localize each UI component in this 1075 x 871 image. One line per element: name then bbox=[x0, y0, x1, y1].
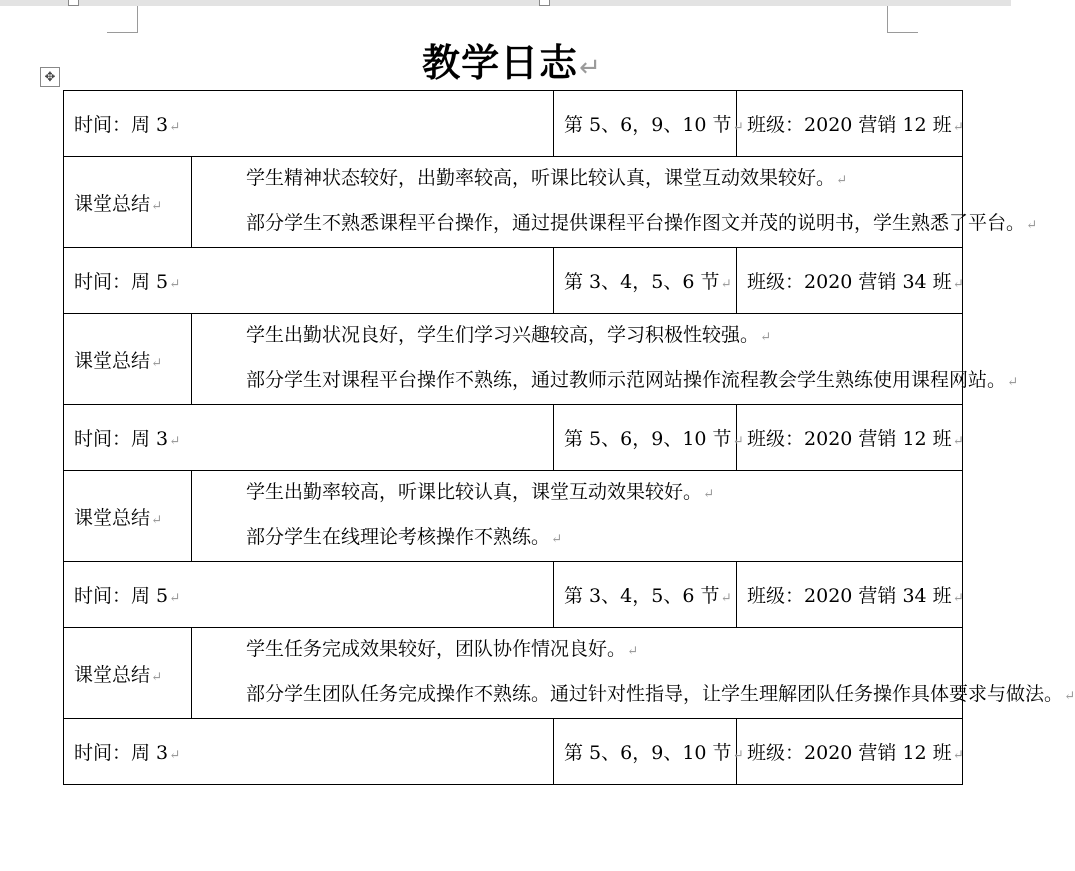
time-cell[interactable] bbox=[64, 562, 554, 628]
paragraph-mark-icon: ↵ bbox=[627, 644, 639, 659]
periods-cell[interactable] bbox=[554, 719, 744, 785]
summary-label: 课堂总结 bbox=[74, 349, 151, 372]
paragraph-mark-icon: ↵ bbox=[703, 487, 715, 502]
time-cell[interactable] bbox=[64, 91, 554, 157]
summary-cell[interactable] bbox=[192, 471, 963, 562]
summary-row bbox=[64, 471, 963, 562]
info-row bbox=[64, 719, 963, 785]
summary-paragraph bbox=[202, 359, 1019, 404]
paragraph-mark-icon: ↵ bbox=[732, 120, 744, 135]
class-cell[interactable] bbox=[737, 719, 963, 785]
indent-marker-icon[interactable] bbox=[68, 0, 79, 6]
paragraph-mark-icon: ↵ bbox=[151, 669, 163, 685]
time-cell[interactable] bbox=[64, 719, 554, 785]
class-text: 班级：2020 营销 12 班 bbox=[747, 742, 952, 764]
class-text: 班级：2020 营销 34 班 bbox=[747, 585, 952, 607]
periods-text: 第 3、4，5、6 节 bbox=[564, 271, 720, 293]
summary-label: 课堂总结 bbox=[74, 663, 151, 686]
class-text: 班级：2020 营销 34 班 bbox=[747, 271, 952, 293]
time-cell[interactable] bbox=[64, 405, 554, 471]
time-text: 时间：周 3 bbox=[74, 742, 169, 764]
periods-text: 第 5、6，9、10 节 bbox=[564, 428, 732, 450]
periods-cell[interactable] bbox=[554, 248, 737, 314]
summary-text: 学生精神状态较好，出勤率较高，听课比较认真，课堂互动效果较好。 bbox=[246, 167, 836, 189]
class-cell[interactable] bbox=[737, 248, 963, 314]
summary-label: 课堂总结 bbox=[74, 192, 151, 215]
summary-cell[interactable] bbox=[192, 628, 1075, 719]
periods-text: 第 5、6，9、10 节 bbox=[564, 114, 732, 136]
teaching-log-table bbox=[63, 90, 1075, 785]
paragraph-mark-icon: ↵ bbox=[720, 277, 732, 292]
class-cell[interactable] bbox=[737, 562, 963, 628]
paragraph-mark-icon: ↵ bbox=[720, 591, 732, 606]
paragraph-mark-icon: ↵ bbox=[551, 532, 563, 547]
summary-row bbox=[64, 157, 963, 248]
crop-mark-left bbox=[107, 6, 138, 33]
paragraph-mark-icon: ↵ bbox=[732, 748, 744, 763]
paragraph-mark-icon: ↵ bbox=[151, 512, 163, 528]
paragraph-mark-icon: ↵ bbox=[1026, 218, 1038, 233]
info-row bbox=[64, 91, 963, 157]
summary-paragraph bbox=[202, 157, 962, 202]
paragraph-mark-icon: ↵ bbox=[169, 748, 181, 763]
crop-mark-right bbox=[887, 6, 918, 33]
info-row bbox=[64, 248, 963, 314]
paragraph-mark-icon: ↵ bbox=[169, 277, 181, 292]
class-cell[interactable] bbox=[737, 405, 963, 471]
ruler-bar bbox=[0, 0, 1011, 6]
summary-text: 部分学生在线理论考核操作不熟练。 bbox=[246, 526, 551, 548]
title-text: 教学日志 bbox=[422, 41, 579, 85]
summary-paragraph bbox=[202, 673, 1075, 718]
info-row bbox=[64, 562, 963, 628]
summary-paragraph bbox=[202, 628, 962, 673]
summary-text: 学生出勤状况良好，学生们学习兴趣较高，学习积极性较强。 bbox=[246, 324, 760, 346]
time-text: 时间：周 5 bbox=[74, 271, 169, 293]
summary-label: 课堂总结 bbox=[74, 506, 151, 529]
summary-cell[interactable] bbox=[192, 314, 1019, 405]
paragraph-mark-icon: ↵ bbox=[151, 198, 163, 214]
summary-label-cell[interactable] bbox=[64, 314, 192, 405]
move-icon[interactable]: ✥ bbox=[40, 67, 60, 87]
class-cell[interactable] bbox=[737, 91, 963, 157]
summary-text: 部分学生团队任务完成操作不熟练。通过针对性指导，让学生理解团队任务操作具体要求与做法。 bbox=[246, 683, 1064, 705]
summary-text: 部分学生不熟悉课程平台操作，通过提供课程平台操作图文并茂的说明书，学生熟悉了平台。 bbox=[246, 212, 1026, 234]
paragraph-mark-icon: ↵ bbox=[952, 120, 964, 135]
periods-cell[interactable] bbox=[554, 91, 744, 157]
time-text: 时间：周 3 bbox=[74, 114, 169, 136]
summary-label-cell[interactable] bbox=[64, 628, 192, 719]
time-text: 时间：周 5 bbox=[74, 585, 169, 607]
summary-cell[interactable] bbox=[192, 157, 1038, 248]
paragraph-mark-icon: ↵ bbox=[579, 53, 602, 83]
class-text: 班级：2020 营销 12 班 bbox=[747, 428, 952, 450]
summary-paragraph bbox=[202, 314, 962, 359]
summary-paragraph bbox=[202, 202, 1038, 247]
paragraph-mark-icon: ↵ bbox=[760, 330, 772, 345]
periods-cell[interactable] bbox=[554, 405, 744, 471]
paragraph-mark-icon: ↵ bbox=[151, 355, 163, 371]
summary-text: 学生出勤率较高，听课比较认真，课堂互动效果较好。 bbox=[246, 481, 703, 503]
summary-text: 学生任务完成效果较好，团队协作情况良好。 bbox=[246, 638, 627, 660]
paragraph-mark-icon: ↵ bbox=[1064, 689, 1075, 704]
paragraph-mark-icon: ↵ bbox=[952, 591, 964, 606]
periods-cell[interactable] bbox=[554, 562, 737, 628]
summary-row bbox=[64, 314, 963, 405]
paragraph-mark-icon: ↵ bbox=[952, 277, 964, 292]
summary-text: 部分学生对课程平台操作不熟练，通过教师示范网站操作流程教会学生熟练使用课程网站。 bbox=[246, 369, 1007, 391]
periods-text: 第 5、6，9、10 节 bbox=[564, 742, 732, 764]
summary-row bbox=[64, 628, 963, 719]
summary-label-cell[interactable] bbox=[64, 471, 192, 562]
paragraph-mark-icon: ↵ bbox=[169, 120, 181, 135]
summary-paragraph bbox=[202, 516, 962, 561]
paragraph-mark-icon: ↵ bbox=[952, 748, 964, 763]
periods-text: 第 3、4，5、6 节 bbox=[564, 585, 720, 607]
paragraph-mark-icon: ↵ bbox=[169, 434, 181, 449]
summary-label-cell[interactable] bbox=[64, 157, 192, 248]
paragraph-mark-icon: ↵ bbox=[169, 591, 181, 606]
paragraph-mark-icon: ↵ bbox=[836, 173, 848, 188]
paragraph-mark-icon: ↵ bbox=[952, 434, 964, 449]
page-title bbox=[0, 38, 1024, 93]
time-text: 时间：周 3 bbox=[74, 428, 169, 450]
paragraph-mark-icon: ↵ bbox=[1007, 375, 1019, 390]
class-text: 班级：2020 营销 12 班 bbox=[747, 114, 952, 136]
summary-paragraph bbox=[202, 471, 962, 516]
paragraph-mark-icon: ↵ bbox=[732, 434, 744, 449]
time-cell[interactable] bbox=[64, 248, 554, 314]
info-row bbox=[64, 405, 963, 471]
tab-marker-icon[interactable] bbox=[539, 0, 550, 6]
